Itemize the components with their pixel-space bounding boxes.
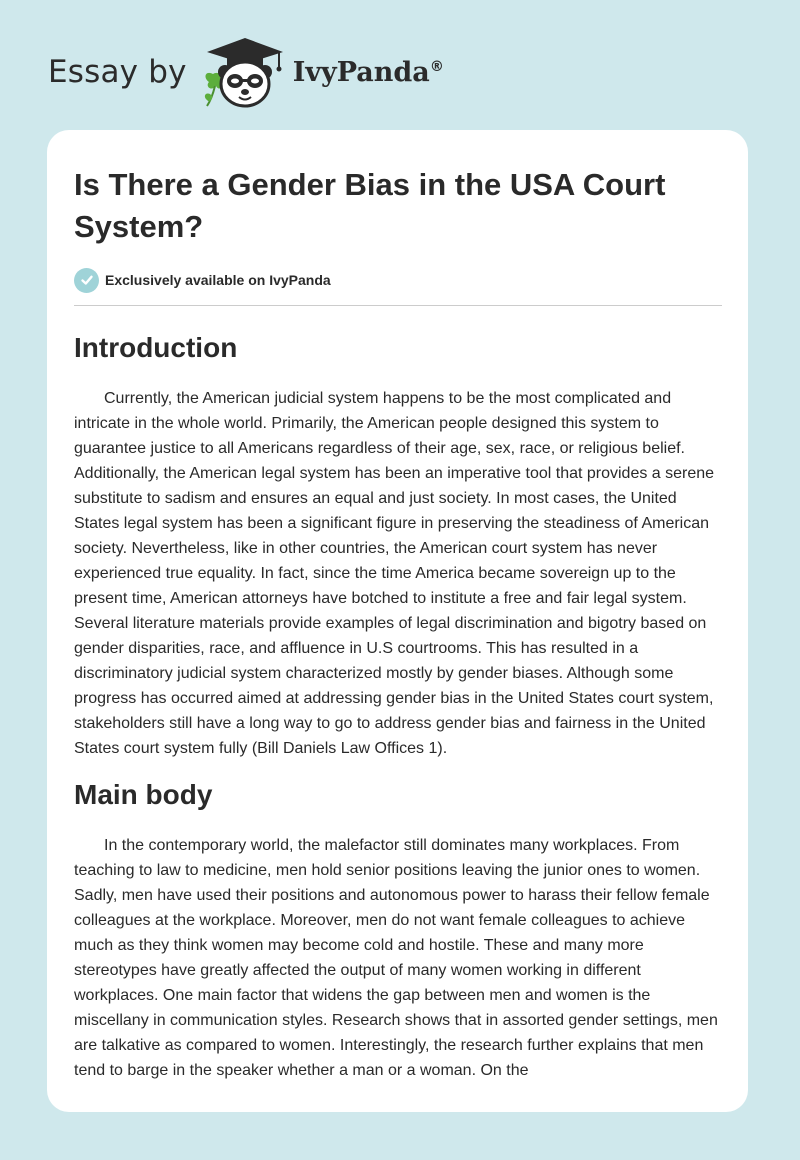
section-paragraph-main-body: In the contemporary world, the malefactor still dominates many workplaces. From teaching to law to medicine, men hold senior positions leaving the junior ones to women. Sadly, men have used their positions and autonomous power to harass their fellow female colleagues at the workplace. Moreover, men do not want female colleagues to achieve much as they think women may become cold and hostile. These and many more stereotypes have greatly affected the output of many women working in different workplaces. One main factor that widens the gap between men and women is the miscellany in communication styles. Research shows that in assorted gender settings, men are talkative as compared to women. Interestingly, the research further explains that men tend to barge in the speaker whether a man or a woman. On the bbox=[74, 837, 718, 1079]
section-heading-introduction: Introduction bbox=[74, 332, 238, 363]
registered-mark: ® bbox=[429, 58, 444, 75]
brand-name: IvyPanda bbox=[292, 56, 430, 88]
essay-card bbox=[47, 130, 748, 1112]
section-heading-main-body: Main body bbox=[74, 779, 213, 810]
page-title: Is There a Gender Bias in the USA Court System? bbox=[74, 167, 666, 244]
essay-by-label: Essay by bbox=[48, 54, 187, 90]
divider bbox=[74, 305, 722, 306]
panda-graduation-cap-icon[interactable] bbox=[201, 34, 289, 110]
ivypanda-logo-text[interactable] bbox=[293, 57, 444, 88]
exclusive-text: Exclusively available on IvyPanda bbox=[105, 272, 331, 288]
exclusive-badge bbox=[74, 266, 722, 294]
section-paragraph-introduction: Currently, the American judicial system happens to be the most complicated and intricate in the whole world. Primarily, the American people designed this system to guarantee justice to all Americans regardless of their age, sex, race, or religious belief. Additionally, the American legal system has been an imperative tool that provides a serene substitute to sadism and ensures an equal and just society. In most cases, the United States legal system has been a significant figure in preserving the steadiness of American society. Nevertheless, like in other countries, the American court system has never experienced true equality. In fact, since the time America became sovereign up to the present time, American attorneys have botched to institute a free and fair legal system. Several literature materials provide examples of legal discrimination and bigotry based on gender disparities, race, and affluence in U.S courtrooms. This has resulted in a discriminatory judicial system characterized mostly by gender biases. Although some progress has occurred aimed at addressing gender bias in the United States court system, stakeholders still have a long way to go to address gender bias and fairness in the United States court system fully (Bill Daniels Law Offices 1). bbox=[74, 390, 715, 757]
check-icon bbox=[74, 268, 99, 293]
site-header bbox=[48, 34, 444, 110]
